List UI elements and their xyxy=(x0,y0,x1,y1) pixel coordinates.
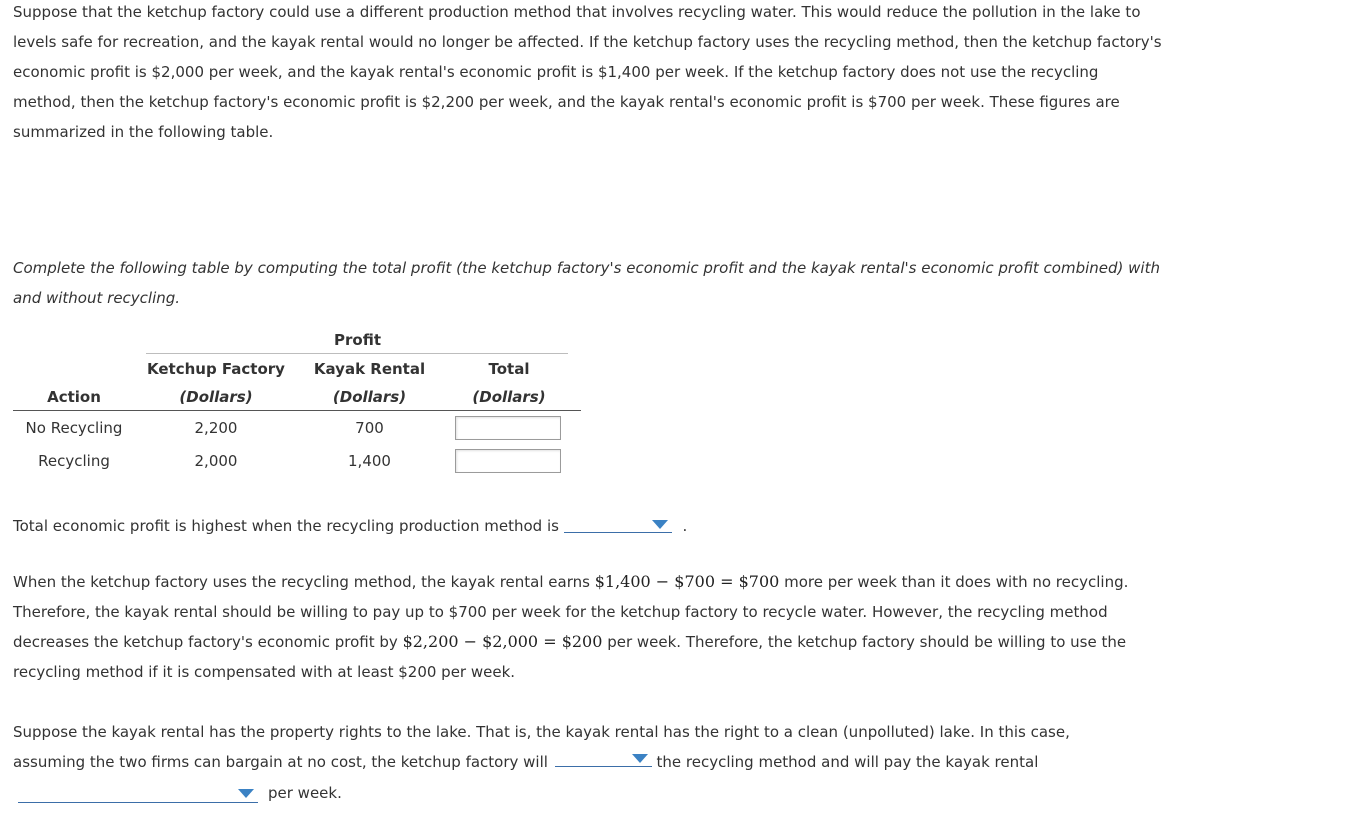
total-recycling-input[interactable] xyxy=(455,449,561,473)
q1-end: . xyxy=(682,517,688,535)
col-ketchup-header: Ketchup Factory xyxy=(147,360,285,378)
col-total-header: Total xyxy=(488,360,530,378)
col-kayak-header: Kayak Rental xyxy=(313,360,426,378)
col-ketchup-unit: (Dollars) xyxy=(179,388,253,406)
col-action-header: Action xyxy=(47,388,101,406)
intro-paragraph: Suppose that the ketchup factory could use a different production method that involves recycling water. This would reduce the pollution in the lake to levels safe for recreation, and the kayak rental would no longer be affected. If the ketchup factory uses the recycling method, then the ketchup factory's economic profit is $2,000 per week, and the kayak rental's economic profit is $1,400 per week. If the ketchup factory does not use the recycling method, then the ketchup factory's economic profit is $2,200 per week, and the kayak rental's economic profit is $700 per week. These figures are summarized in the following table. xyxy=(13,3,1162,141)
recycling-method-dropdown[interactable] xyxy=(564,514,672,533)
profit-group-header: Profit xyxy=(334,331,381,349)
question-highest-profit xyxy=(13,512,687,537)
row-kayak-value: 700 xyxy=(355,419,384,437)
row-ketchup-value: 2,000 xyxy=(194,452,238,470)
instruction-paragraph: Complete the following table by computing the total profit (the ketchup factory's economic profit and the kayak rental's economic profit combined) with and without recycling. xyxy=(13,259,1160,307)
total-no-recycling-input[interactable] xyxy=(455,416,561,440)
row-ketchup-value: 2,200 xyxy=(194,419,238,437)
explanation-math-2: $2,200 − $2,000 = $200 xyxy=(402,632,603,651)
property-rights-question xyxy=(13,717,1113,777)
q2-text-2: the recycling method and will pay the kayak rental xyxy=(656,753,1039,771)
col-total-unit: (Dollars) xyxy=(472,388,546,406)
factory-action-dropdown[interactable] xyxy=(555,748,652,767)
chevron-down-icon xyxy=(632,754,648,763)
payment-amount-dropdown[interactable] xyxy=(18,784,258,803)
col-kayak-unit: (Dollars) xyxy=(332,388,407,406)
chevron-down-icon xyxy=(652,520,668,529)
q2-text-3: per week. xyxy=(268,784,342,802)
explanation-text-2: more per week than it does with no recycling. Therefore, the kayak rental should be willing to pay up to $700 per week for the ketchup factory to recycle water. However, the recycling method decreases the ketchup factory's economic profit by xyxy=(13,573,1129,651)
q2-text-1: Suppose the kayak rental has the property rights to the lake. That is, the kayak rental has the right to a clean (unpolluted) lake. In this case, assuming the two firms can bargain at no cost, the ketchup factory will xyxy=(13,723,1070,771)
header-rule xyxy=(13,410,581,411)
explanation-text-3: per week. Therefore, the ketchup factory should be willing to use the recycling method if it is compensated with at least $200 per week. xyxy=(13,633,1127,681)
row-kayak-value: 1,400 xyxy=(348,452,391,470)
row-action: Recycling xyxy=(38,452,110,470)
q1-text: Total economic profit is highest when the recycling production method is xyxy=(13,517,559,535)
explanation-paragraph xyxy=(13,567,1163,687)
group-header-rule xyxy=(146,353,568,354)
chevron-down-icon xyxy=(238,789,254,798)
row-action: No Recycling xyxy=(25,419,123,437)
explanation-text-1: When the ketchup factory uses the recycling method, the kayak rental earns xyxy=(13,573,590,591)
explanation-math-1: $1,400 − $700 = $700 xyxy=(594,572,780,591)
